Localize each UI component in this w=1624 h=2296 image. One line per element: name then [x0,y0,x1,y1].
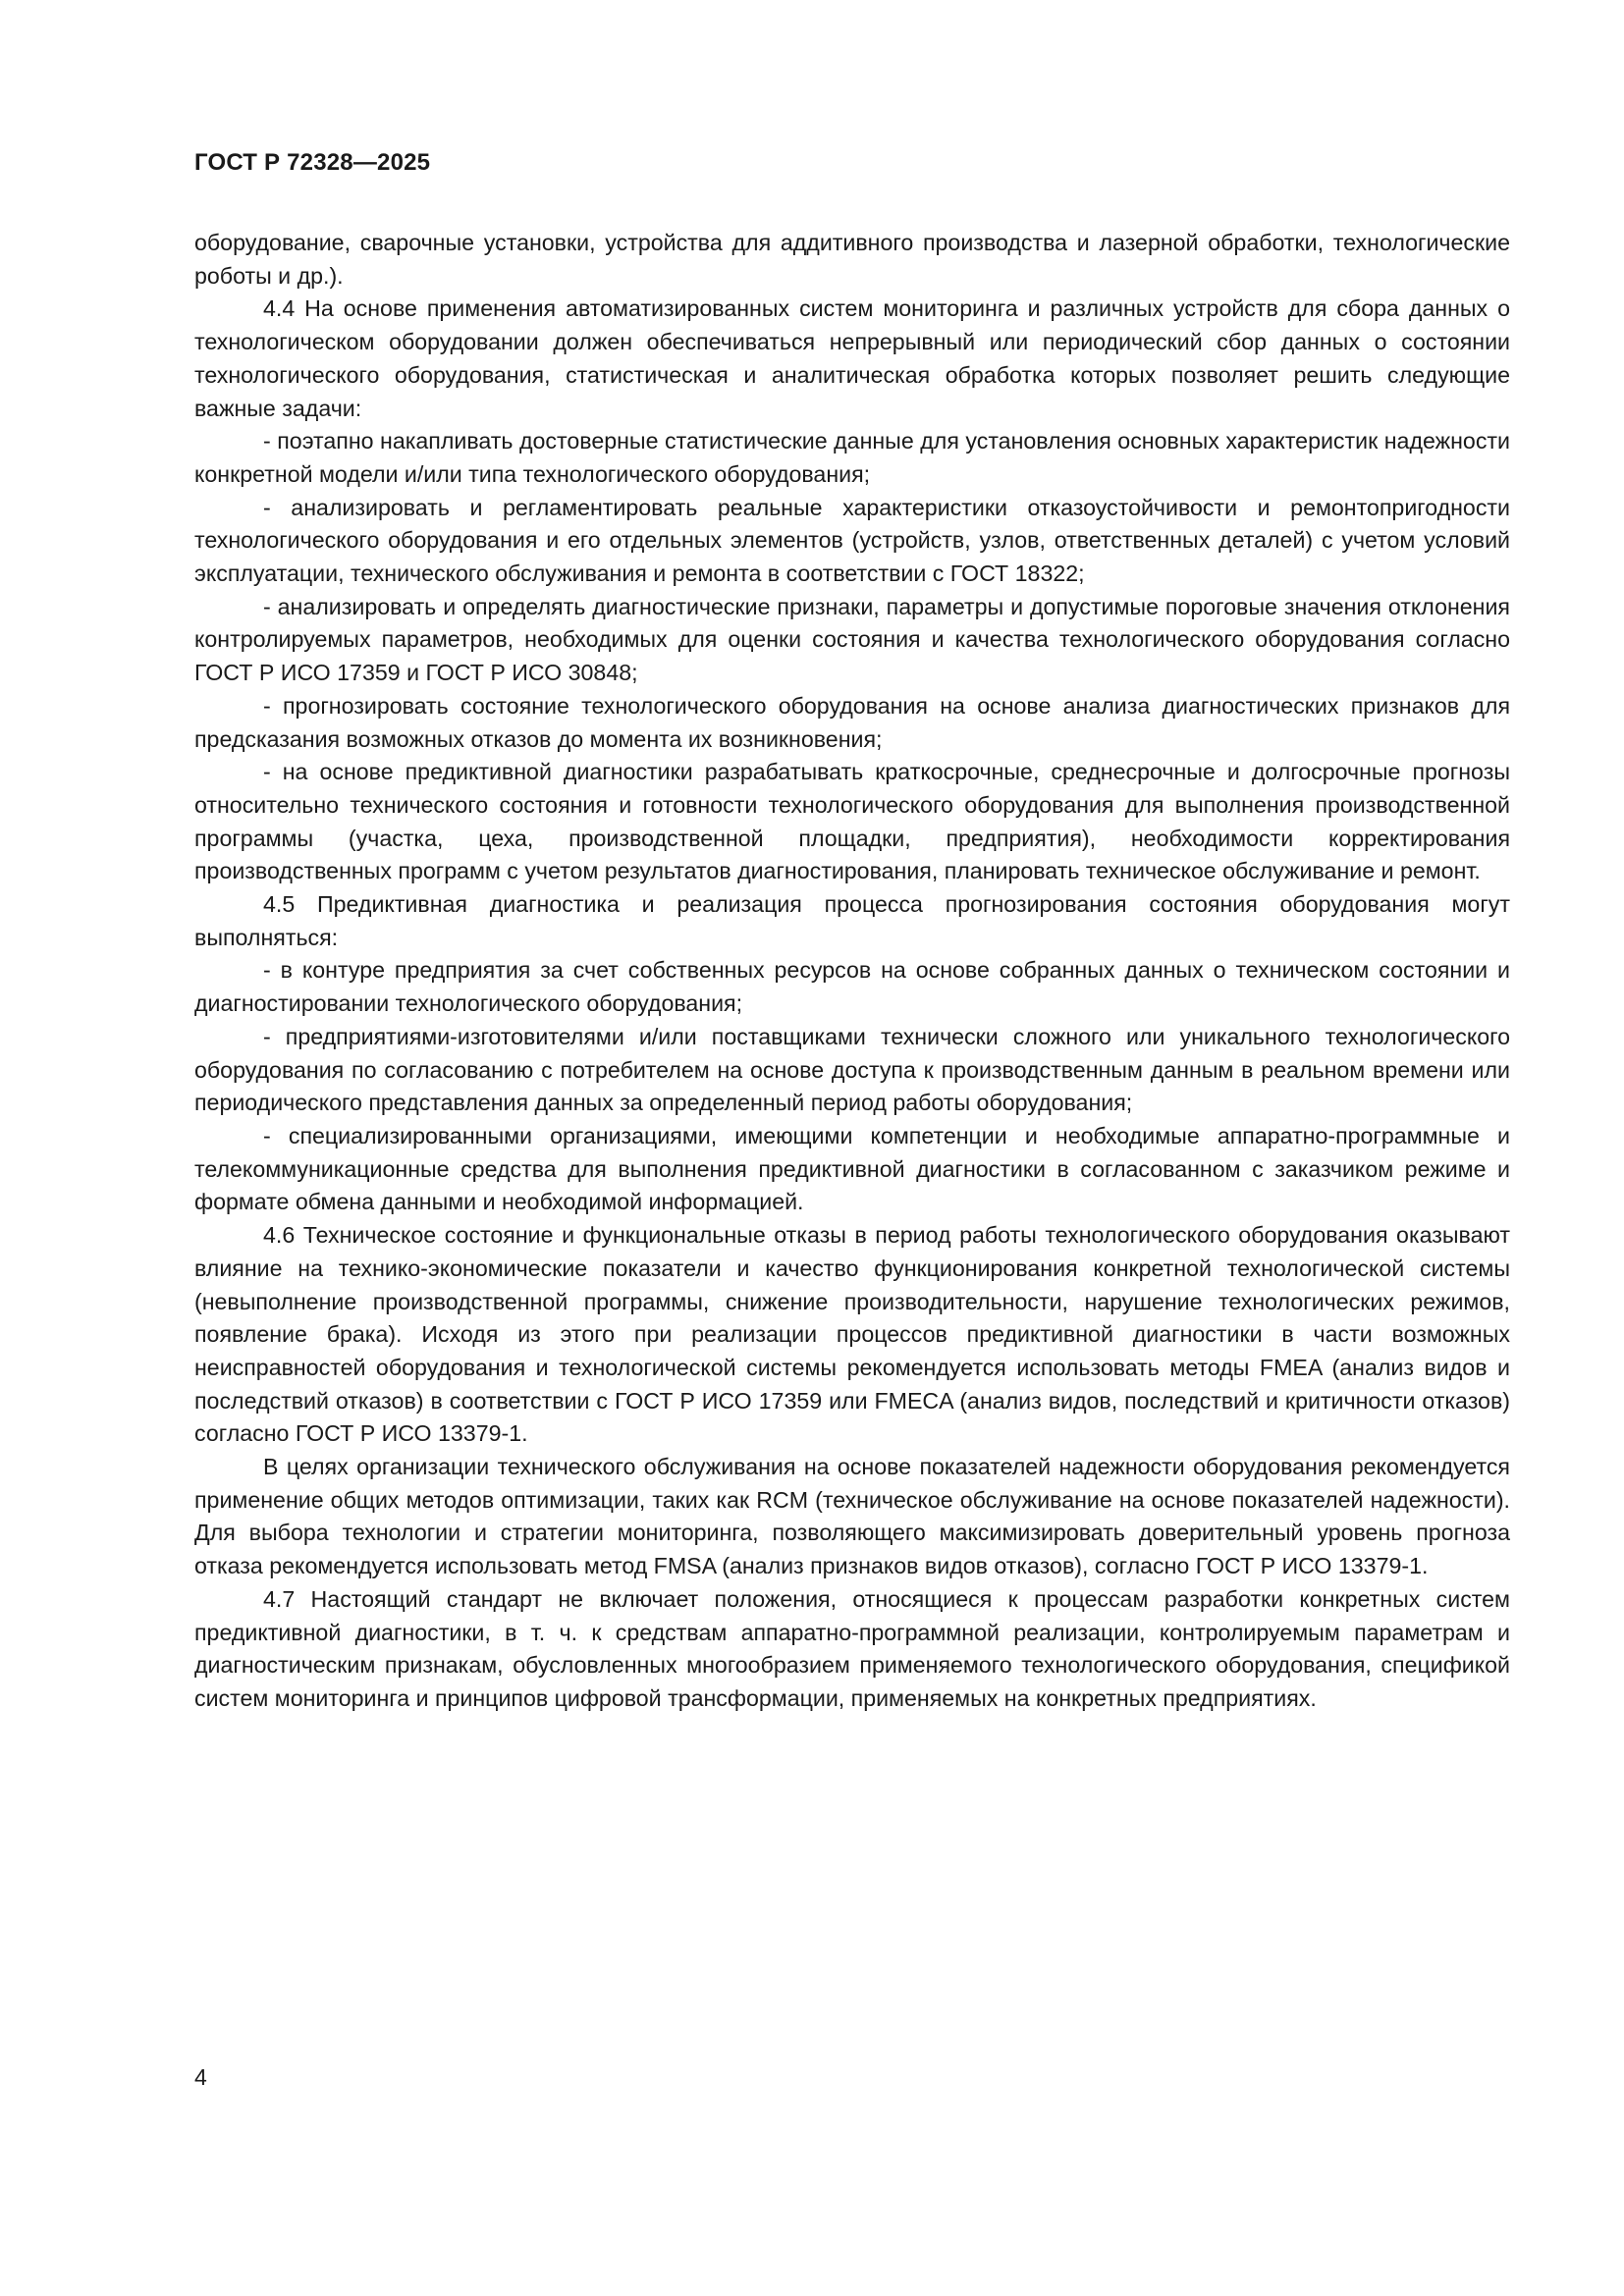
list-item: - анализировать и определять диагностические признаки, параметры и допустимые пороговые значения отклонения контролируемых параметров, необходимых для оценки состояния и качества технологического оборудования согласно ГОСТ Р ИСО 17359 и ГОСТ Р ИСО 30848; [194,593,1510,686]
page-number: 4 [194,2064,207,2090]
list-item: - на основе предиктивной диагностики разрабатывать краткосрочные, среднесрочные и долгосрочные прогнозы относительно технического состояния и готовности технологического оборудования для выполнения производственной программы (участка, цеха, производственной площадки, предприятия), необходимости корректирования производственных программ с учетом результатов диагностирования, планировать техническое обслуживание и ремонт. [194,759,1510,884]
list-item: - специализированными организациями, имеющими компетенции и необходимые аппаратно-программные и телекоммуникационные средства для выполнения предиктивной диагностики в согласованном с заказчиком режиме и формате обмена данными и необходимой информацией. [194,1122,1510,1215]
list-item: - анализировать и регламентировать реальные характеристики отказоустойчивости и ремонтопригодности технологического оборудования и его отдельных элементов (устройств, узлов, ответственных деталей) с учетом условий эксплуатации, технического обслуживания и ремонта в соответствии с ГОСТ 18322; [194,494,1510,587]
paragraph: 4.4 На основе применения автоматизированных систем мониторинга и различных устройств для сбора данных о технологическом оборудовании должен обеспечиваться непрерывный или периодический сбор данных о состоянии технологического оборудования, статистическая и аналитическая обработка которых позволяет решить следующие важные задачи: [194,295,1510,421]
list-item: - предприятиями-изготовителями и/или поставщиками технически сложного или уникального технологического оборудования по согласованию с потребителем на основе доступа к производственным данным в реальном времени или периодического представления данных за определенный период работы оборудования; [194,1023,1510,1116]
document-body [194,227,1510,1716]
paragraph: 4.7 Настоящий стандарт не включает положения, относящиеся к процессам разработки конкретных систем предиктивной диагностики, в т. ч. к средствам аппаратно-программной реализации, контролируемым параметрам и диагностическим признакам, обусловленных многообразием применяемого технологического оборудования, спецификой систем мониторинга и принципов цифровой трансформации, применяемых на конкретных предприятиях. [194,1585,1510,1711]
list-item: - поэтапно накапливать достоверные статистические данные для установления основных характеристик надежности конкретной модели и/или типа технологического оборудования; [194,428,1510,487]
document-header: ГОСТ Р 72328—2025 [194,149,431,176]
paragraph: 4.6 Техническое состояние и функциональные отказы в период работы технологического оборудования оказывают влияние на технико-экономические показатели и качество функционирования конкретной технологической системы (невыполнение производственной программы, снижение производительности, нарушение технологических режимов, появление брака). Исходя из этого при реализации процессов предиктивной диагностики в части возможных неисправностей оборудования и технологической системы рекомендуется использовать методы FMEA (анализ видов и последствий отказов) в соответствии с ГОСТ Р ИСО 17359 или FMECA (анализ видов, последствий и критичности отказов) согласно ГОСТ Р ИСО 13379-1. [194,1222,1510,1447]
list-item: - прогнозировать состояние технологического оборудования на основе анализа диагностических признаков для предсказания возможных отказов до момента их возникновения; [194,692,1510,752]
paragraph: 4.5 Предиктивная диагностика и реализация процесса прогнозирования состояния оборудования могут выполняться: [194,891,1510,950]
paragraph: В целях организации технического обслуживания на основе показателей надежности оборудования рекомендуется применение общих методов оптимизации, таких как RCM (техническое обслуживание на основе показателей надежности). Для выбора технологии и стратегии мониторинга, позволяющего максимизировать доверительный уровень прогноза отказа рекомендуется использовать метод FMSA (анализ признаков видов отказов), согласно ГОСТ Р ИСО 13379-1. [194,1454,1510,1579]
paragraph: оборудование, сварочные установки, устройства для аддитивного производства и лазерной обработки, технологические роботы и др.). [194,230,1510,289]
list-item: - в контуре предприятия за счет собственных ресурсов на основе собранных данных о техническом состоянии и диагностировании технологического оборудования; [194,957,1510,1017]
